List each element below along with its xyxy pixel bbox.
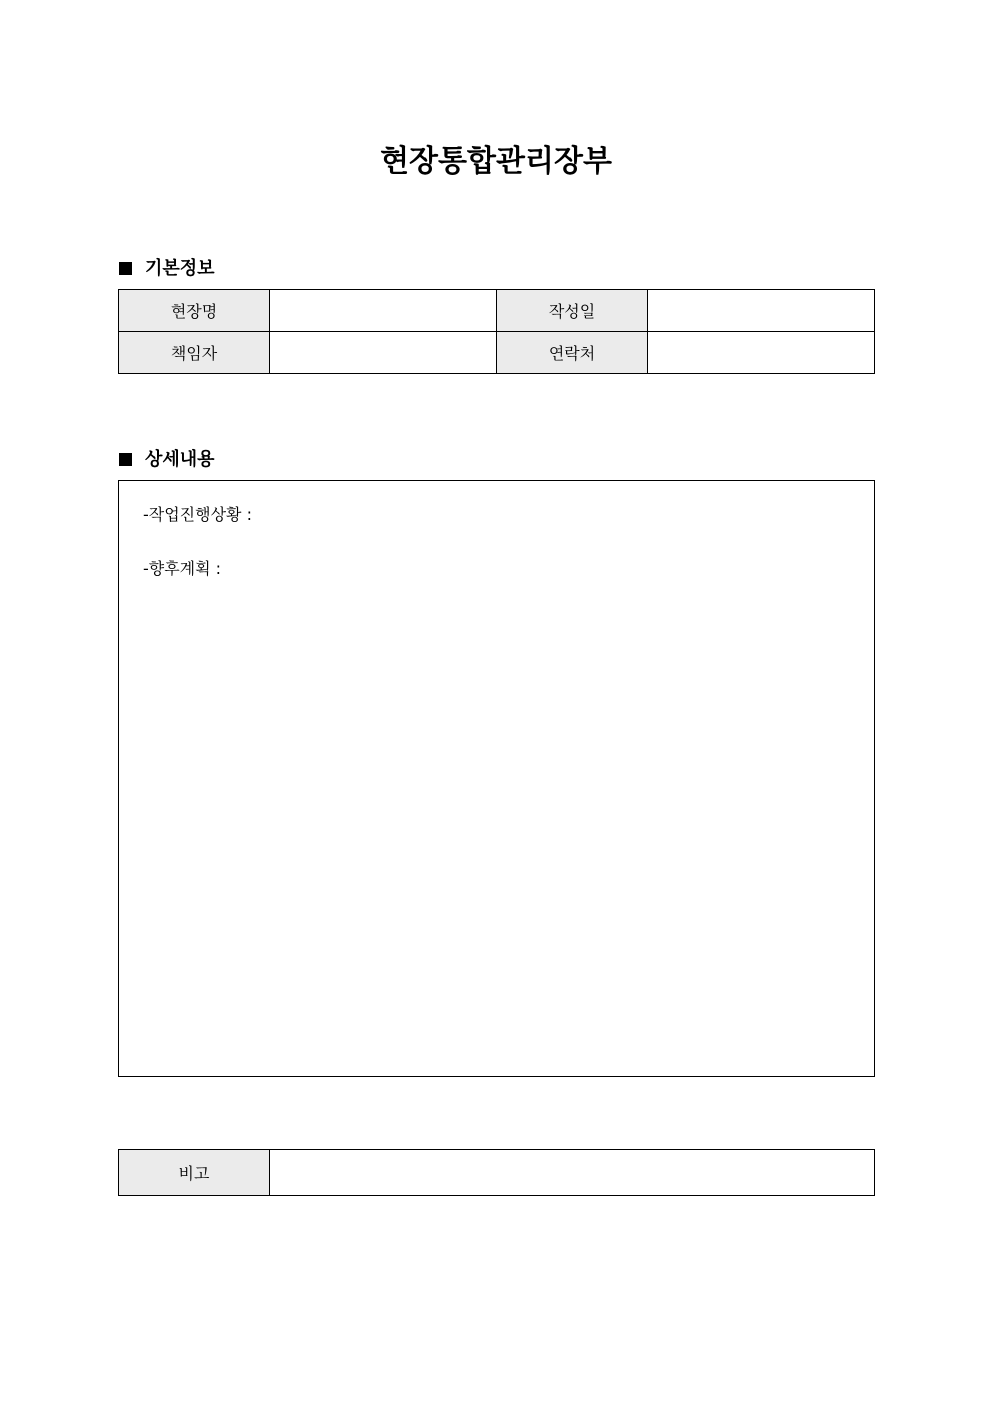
section-title: 기본정보: [145, 258, 215, 279]
site-label: 현장명: [119, 290, 270, 332]
progress-label: -작업진행상황 :: [143, 505, 252, 524]
square-bullet-icon: [119, 262, 132, 275]
plan-label: -향후계획 :: [143, 559, 222, 578]
contact-label: 연락처: [497, 332, 648, 374]
basic-info-table: [118, 289, 875, 374]
section-basic-heading: [119, 254, 215, 280]
manager-field[interactable]: [270, 332, 497, 374]
page-title: 현장통합관리장부: [380, 144, 612, 179]
manager-label: 책임자: [119, 332, 270, 374]
date-label: 작성일: [497, 290, 648, 332]
site-field[interactable]: [270, 290, 497, 332]
section-detail-heading: [119, 445, 215, 471]
square-bullet-icon: [119, 453, 132, 466]
remarks-table: [118, 1149, 875, 1196]
contact-field[interactable]: [648, 332, 875, 374]
section-title: 상세내용: [145, 449, 215, 470]
detail-content-box[interactable]: [118, 480, 875, 1077]
date-field[interactable]: [648, 290, 875, 332]
remarks-field[interactable]: [270, 1150, 875, 1196]
remarks-label: 비고: [119, 1150, 270, 1196]
